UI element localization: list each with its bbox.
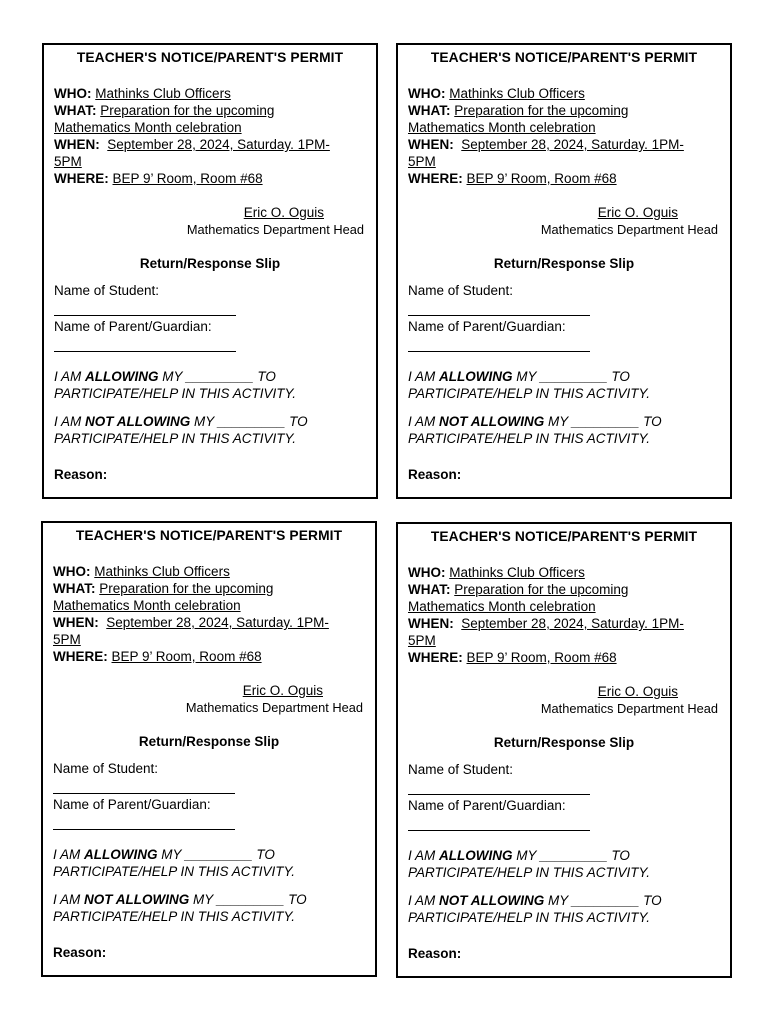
notallow-prefix: I AM (53, 892, 85, 907)
when-label: WHEN: (408, 137, 454, 152)
allow-keyword: ALLOWING (439, 848, 513, 863)
notice-title: TEACHER'S NOTICE/PARENT'S PERMIT (75, 528, 343, 543)
who-field (408, 564, 720, 581)
notallow-suffix: MY _________ TO PARTICIPATE/HELP IN THIS ACTIVITY. (53, 892, 307, 924)
what-value: Preparation for the upcoming (454, 582, 629, 597)
allow-keyword: ALLOWING (84, 847, 158, 862)
what-value-cont: Mathematics Month celebration (54, 120, 242, 135)
reason-label: Reason: (54, 467, 108, 482)
reason-label: Reason: (408, 946, 462, 961)
signatory-name: Eric O. Oguis (597, 205, 678, 220)
where-value: BEP 9’ Room, Room #68 (112, 171, 263, 186)
when-value-cont: 5PM (408, 633, 436, 648)
student-name-blank[interactable] (408, 778, 590, 795)
when-label: WHEN: (54, 137, 100, 152)
allow-keyword: ALLOWING (85, 369, 159, 384)
where-value: BEP 9’ Room, Room #68 (466, 650, 617, 665)
notice-title: TEACHER'S NOTICE/PARENT'S PERMIT (76, 50, 344, 65)
signatory-role: Mathematics Department Head (540, 222, 718, 237)
signatory-role: Mathematics Department Head (186, 222, 364, 237)
parent-name-label: Name of Parent/Guardian: (53, 797, 211, 812)
where-label: WHERE: (408, 171, 463, 186)
not-allowing-statement (53, 891, 365, 925)
where-field (408, 649, 720, 666)
signatory-name: Eric O. Oguis (242, 683, 323, 698)
notallow-keyword: NOT ALLOWING (439, 893, 545, 908)
signatory-name: Eric O. Oguis (243, 205, 324, 220)
permit-card-top-right (396, 43, 732, 499)
signatory-role: Mathematics Department Head (540, 701, 718, 716)
response-slip-title: Return/Response Slip (139, 256, 281, 271)
allowing-statement (408, 368, 720, 402)
student-name-blank[interactable] (54, 299, 236, 316)
what-value: Preparation for the upcoming (454, 103, 629, 118)
not-allowing-statement (408, 892, 720, 926)
who-value: Mathinks Club Officers (95, 86, 231, 101)
allow-prefix: I AM (54, 369, 86, 384)
when-value-cont: 5PM (54, 154, 82, 169)
student-name-blank[interactable] (408, 299, 590, 316)
where-value: BEP 9’ Room, Room #68 (111, 649, 262, 664)
reason-label: Reason: (408, 467, 462, 482)
what-field (53, 580, 365, 614)
signature-block (408, 204, 720, 238)
who-label: WHO: (408, 86, 446, 101)
what-value-cont: Mathematics Month celebration (53, 598, 241, 613)
when-value: September 28, 2024, Saturday. 1PM- (106, 615, 329, 630)
notallow-prefix: I AM (408, 893, 440, 908)
when-value-cont: 5PM (408, 154, 436, 169)
response-slip-title: Return/Response Slip (493, 256, 635, 271)
who-value: Mathinks Club Officers (94, 564, 230, 579)
who-value: Mathinks Club Officers (449, 565, 585, 580)
signatory-name: Eric O. Oguis (597, 684, 678, 699)
who-field (53, 563, 365, 580)
when-value: September 28, 2024, Saturday. 1PM- (461, 137, 684, 152)
not-allowing-statement (54, 413, 366, 447)
notallow-prefix: I AM (54, 414, 86, 429)
what-label: WHAT: (53, 581, 96, 596)
notallow-keyword: NOT ALLOWING (85, 414, 191, 429)
what-value-cont: Mathematics Month celebration (408, 120, 596, 135)
who-label: WHO: (408, 565, 446, 580)
parent-name-label: Name of Parent/Guardian: (408, 319, 566, 334)
notice-title: TEACHER'S NOTICE/PARENT'S PERMIT (430, 529, 698, 544)
response-slip-title: Return/Response Slip (138, 734, 280, 749)
signature-block (53, 682, 365, 716)
student-name-blank[interactable] (53, 777, 235, 794)
student-name-label: Name of Student: (408, 762, 514, 777)
what-field (408, 102, 720, 136)
student-name-label: Name of Student: (54, 283, 160, 298)
when-field (53, 614, 365, 648)
where-field (53, 648, 365, 665)
student-name-label: Name of Student: (53, 761, 159, 776)
notice-title: TEACHER'S NOTICE/PARENT'S PERMIT (430, 50, 698, 65)
when-field (408, 136, 720, 170)
when-label: WHEN: (408, 616, 454, 631)
notallow-keyword: NOT ALLOWING (84, 892, 190, 907)
allow-suffix: MY _________ TO PARTICIPATE/HELP IN THIS ACTIVITY. (408, 848, 651, 880)
where-label: WHERE: (408, 650, 463, 665)
where-field (408, 170, 720, 187)
notallow-suffix: MY _________ TO PARTICIPATE/HELP IN THIS ACTIVITY. (408, 893, 662, 925)
allowing-statement (53, 846, 365, 880)
permit-card-top-left (42, 43, 378, 499)
when-field (408, 615, 720, 649)
notallow-suffix: MY _________ TO PARTICIPATE/HELP IN THIS ACTIVITY. (408, 414, 662, 446)
notallow-prefix: I AM (408, 414, 440, 429)
who-field (54, 85, 366, 102)
who-label: WHO: (54, 86, 92, 101)
parent-name-blank[interactable] (408, 814, 590, 831)
where-label: WHERE: (53, 649, 108, 664)
parent-name-blank[interactable] (54, 335, 236, 352)
who-field (408, 85, 720, 102)
signature-block (54, 204, 366, 238)
who-value: Mathinks Club Officers (449, 86, 585, 101)
allowing-statement (54, 368, 366, 402)
signature-block (408, 683, 720, 717)
what-label: WHAT: (408, 103, 451, 118)
signatory-role: Mathematics Department Head (185, 700, 363, 715)
where-label: WHERE: (54, 171, 109, 186)
parent-name-label: Name of Parent/Guardian: (54, 319, 212, 334)
what-field (54, 102, 366, 136)
where-field (54, 170, 366, 187)
allow-suffix: MY _________ TO PARTICIPATE/HELP IN THIS ACTIVITY. (53, 847, 296, 879)
allow-prefix: I AM (53, 847, 85, 862)
where-value: BEP 9’ Room, Room #68 (466, 171, 617, 186)
allow-prefix: I AM (408, 848, 440, 863)
notallow-suffix: MY _________ TO PARTICIPATE/HELP IN THIS ACTIVITY. (54, 414, 308, 446)
allow-suffix: MY _________ TO PARTICIPATE/HELP IN THIS ACTIVITY. (54, 369, 297, 401)
when-value: September 28, 2024, Saturday. 1PM- (461, 616, 684, 631)
when-label: WHEN: (53, 615, 99, 630)
who-label: WHO: (53, 564, 91, 579)
allow-keyword: ALLOWING (439, 369, 513, 384)
reason-label: Reason: (53, 945, 107, 960)
parent-name-blank[interactable] (53, 813, 235, 830)
parent-name-label: Name of Parent/Guardian: (408, 798, 566, 813)
what-label: WHAT: (408, 582, 451, 597)
what-value: Preparation for the upcoming (99, 581, 274, 596)
allow-prefix: I AM (408, 369, 440, 384)
response-slip-title: Return/Response Slip (493, 735, 635, 750)
when-value-cont: 5PM (53, 632, 81, 647)
allowing-statement (408, 847, 720, 881)
when-value: September 28, 2024, Saturday. 1PM- (107, 137, 330, 152)
what-value-cont: Mathematics Month celebration (408, 599, 596, 614)
student-name-label: Name of Student: (408, 283, 514, 298)
allow-suffix: MY _________ TO PARTICIPATE/HELP IN THIS ACTIVITY. (408, 369, 651, 401)
what-value: Preparation for the upcoming (100, 103, 275, 118)
notallow-keyword: NOT ALLOWING (439, 414, 545, 429)
what-label: WHAT: (54, 103, 97, 118)
permit-card-bottom-left (41, 521, 377, 977)
permit-card-bottom-right (396, 522, 732, 978)
not-allowing-statement (408, 413, 720, 447)
what-field (408, 581, 720, 615)
when-field (54, 136, 366, 170)
parent-name-blank[interactable] (408, 335, 590, 352)
